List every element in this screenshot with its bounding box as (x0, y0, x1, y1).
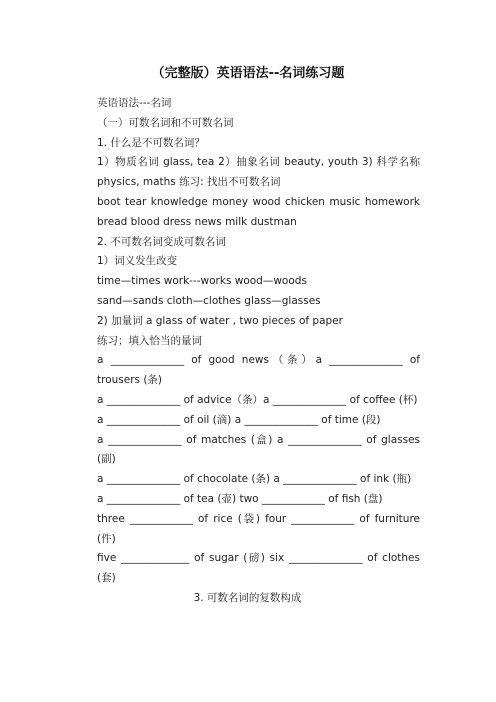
exercise-item: a ______________ of oil (滴) a ______________ of time (段) (97, 413, 381, 426)
paragraph-noun-types: 1）物质名词 glass, tea 2）抽象名词 beauty, youth 3) 科学名称 physics, maths 练习: 找出不可数名词 (97, 156, 420, 189)
list-item: time—times work---works wood—woods (97, 275, 307, 288)
question-heading: 1. 什么是不可数名词？ (97, 136, 205, 149)
exercise-item: a ______________ of chocolate (条) a ______________ of ink (瓶) (97, 473, 412, 486)
exercise-item: a ______________ of advice（条）a ______________ of coffee (杯) (97, 393, 418, 406)
subsection-heading: （一）可数名词和不可数名词 (97, 116, 234, 129)
list-item: 2) 加量词 a glass of water , two pieces of paper (97, 314, 343, 327)
question-heading: 2. 不可数名词变成可数名词 (97, 235, 226, 248)
exercise-item: a ______________ of matches (盒) a ______________ of glasses (副) (97, 433, 420, 466)
section-heading: 3. 可数名词的复数构成 (193, 591, 302, 604)
exercise-item: a ______________ of good news（条）a ______________ of trousers (条) (97, 354, 420, 387)
document-body (75, 94, 420, 609)
exercise-item: three ____________ of rice (袋) four ____________ of furniture (件) (97, 512, 420, 545)
exercise-item: a ______________ of tea (壶) two ____________ of fish (盘) (97, 492, 383, 505)
exercise-item: five _____________ of sugar (磅) six ______________ of clothes (套) (97, 552, 420, 585)
section-heading: 英语语法---名词 (97, 97, 172, 109)
list-item: 1）词义发生改变 (97, 255, 178, 268)
paragraph-word-list: boot tear knowledge money wood chicken music homework bread blood dress news milk dustman (97, 195, 420, 228)
exercise-instruction: 练习；填入恰当的量词 (97, 334, 202, 347)
page-title: （完整版）英语语法--名词练习题 (151, 66, 345, 81)
list-item: sand—sands cloth—clothes glass—glasses (97, 294, 321, 307)
